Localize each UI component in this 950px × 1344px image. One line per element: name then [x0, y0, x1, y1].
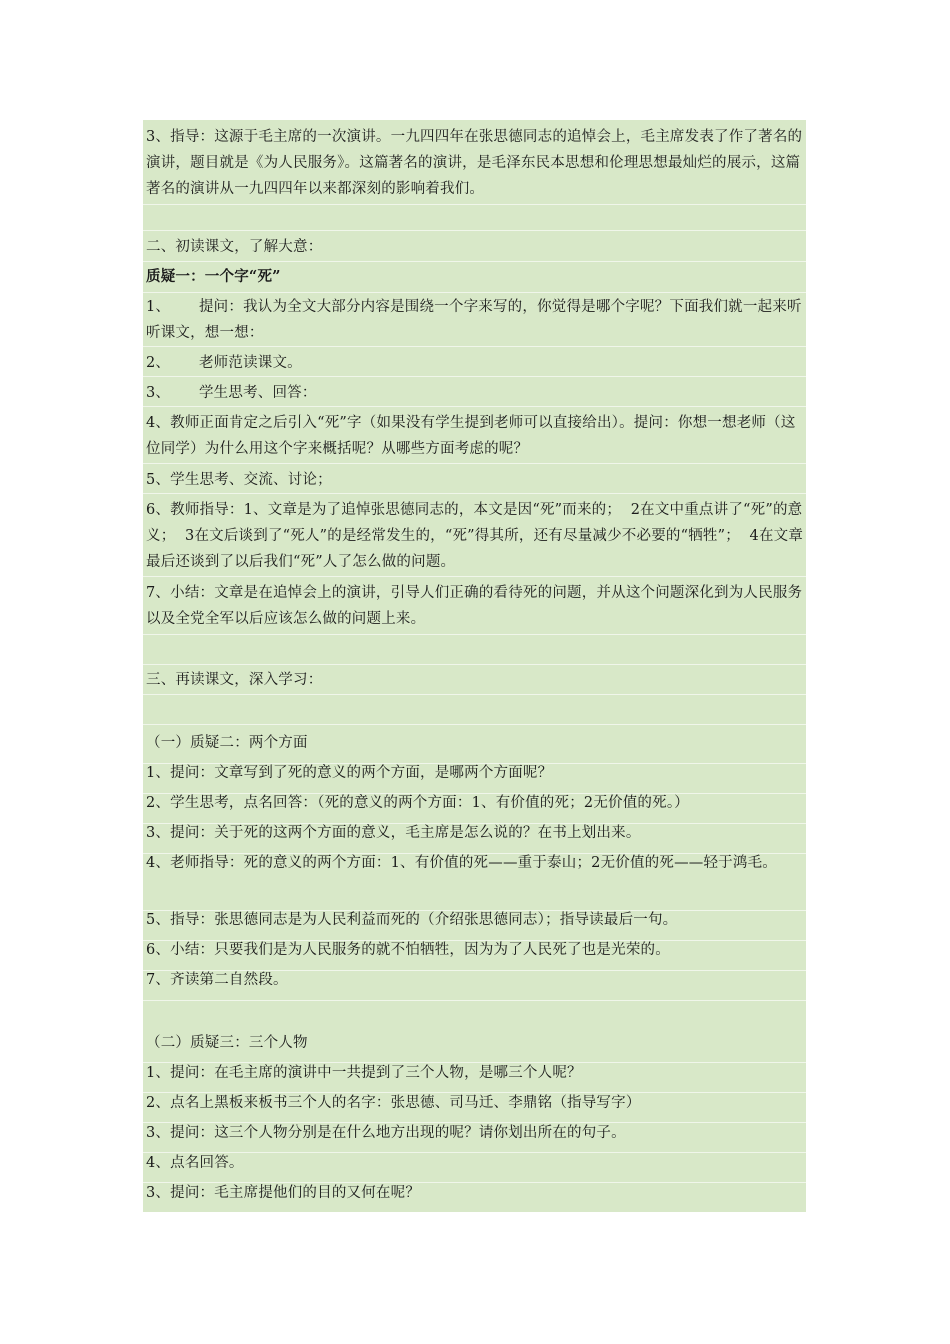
list-item: 7、齐读第二自然段。 [146, 972, 288, 988]
section-heading-first-reading: 二、初读课文，了解大意： [146, 239, 323, 255]
list-item: 6、小结：只要我们是为人民服务的就不怕牺牲，因为为了人民死了也是光荣的。 [146, 942, 670, 958]
row-divider [143, 724, 806, 725]
list-item: 2、点名上黑板来板书三个人的名字：张思德、司马迁、李鼎铭（指导写字） [146, 1095, 641, 1111]
list-item: 5、指导：张思德同志是为人民利益而死的（介绍张思德同志）；指导读最后一句。 [146, 912, 678, 928]
list-item: 1、提问：在毛主席的演讲中一共提到了三个人物，是哪三个人呢？ [146, 1065, 582, 1081]
row-divider [143, 376, 806, 377]
subsection-heading-two-aspects: （一）质疑二：两个方面 [146, 735, 308, 751]
row-divider [143, 292, 806, 293]
list-item: 3、 学生思考、回答： [146, 385, 317, 401]
list-item: 2、 老师范读课文。 [146, 355, 302, 371]
row-divider [143, 634, 806, 635]
list-item: 3、提问：这三个人物分别是在什么地方出现的呢？请你划出所在的句子。 [146, 1125, 626, 1141]
list-item: 3、提问：关于死的这两个方面的意义，毛主席是怎么说的？在书上划出来。 [146, 825, 641, 841]
list-item: 3、提问：毛主席提他们的目的又何在呢？ [146, 1185, 421, 1201]
list-item: 4、教师正面肯定之后引入“死”字（如果没有学生提到老师可以直接给出）。提问：你想一想老师（这位同学）为什么用这个字来概括呢？从哪些方面考虑的呢？ [146, 415, 796, 457]
row-divider [143, 204, 806, 205]
row-divider [143, 576, 806, 577]
section-heading-second-reading: 三、再读课文，深入学习： [146, 672, 323, 688]
list-item: 7、小结：文章是在追悼会上的演讲，引导人们正确的看待死的问题，并从这个问题深化到为人民服务以及全党全军以后应该怎么做的问题上来。 [146, 585, 803, 627]
row-divider [143, 346, 806, 347]
document-page [143, 120, 806, 1212]
list-item: 1、提问：文章写到了死的意义的两个方面，是哪两个方面呢？ [146, 765, 553, 781]
list-item: 4、点名回答。 [146, 1155, 244, 1171]
row-divider [143, 230, 806, 231]
row-divider [143, 493, 806, 494]
row-divider [143, 1000, 806, 1001]
list-item: 4、老师指导：死的意义的两个方面：1、有价值的死——重于泰山；2无价值的死——轻于鸿毛。 [146, 855, 777, 871]
list-item: 1、 提问：我认为全文大部分内容是围绕一个字来写的，你觉得是哪个字呢？下面我们就一起来听听课文，想一想： [146, 299, 802, 341]
list-item: 5、学生思考、交流、讨论； [146, 472, 332, 488]
row-divider [143, 463, 806, 464]
row-divider [143, 261, 806, 262]
question-one-heading: 质疑一：一个字“死” [146, 268, 281, 285]
list-item: 6、教师指导：1、文章是为了追悼张思德同志的，本文是因“死”而来的； 2在文中重点讲了“死”的意义； 3在文后谈到了“死人”的是经常发生的，“死”得其所，还有尽量减少不必要的“牺牲”； 4在文章最后还谈到了以后我们“死”人了怎么做的问题。 [146, 502, 804, 570]
row-divider [143, 694, 806, 695]
row-divider [143, 664, 806, 665]
paragraph-intro-guidance: 3、指导：这源于毛主席的一次演讲。一九四四年在张思德同志的追悼会上，毛主席发表了作了著名的演讲，题目就是《为人民服务》。这篇著名的演讲，是毛泽东民本思想和伦理思想最灿烂的展示，这篇著名的演讲从一九四四年以来都深刻的影响着我们。 [146, 129, 803, 197]
subsection-heading-three-people: （二）质疑三：三个人物 [146, 1035, 308, 1051]
list-item: 2、学生思考，点名回答：（死的意义的两个方面：1、有价值的死；2无价值的死。） [146, 795, 689, 811]
row-divider [143, 406, 806, 407]
